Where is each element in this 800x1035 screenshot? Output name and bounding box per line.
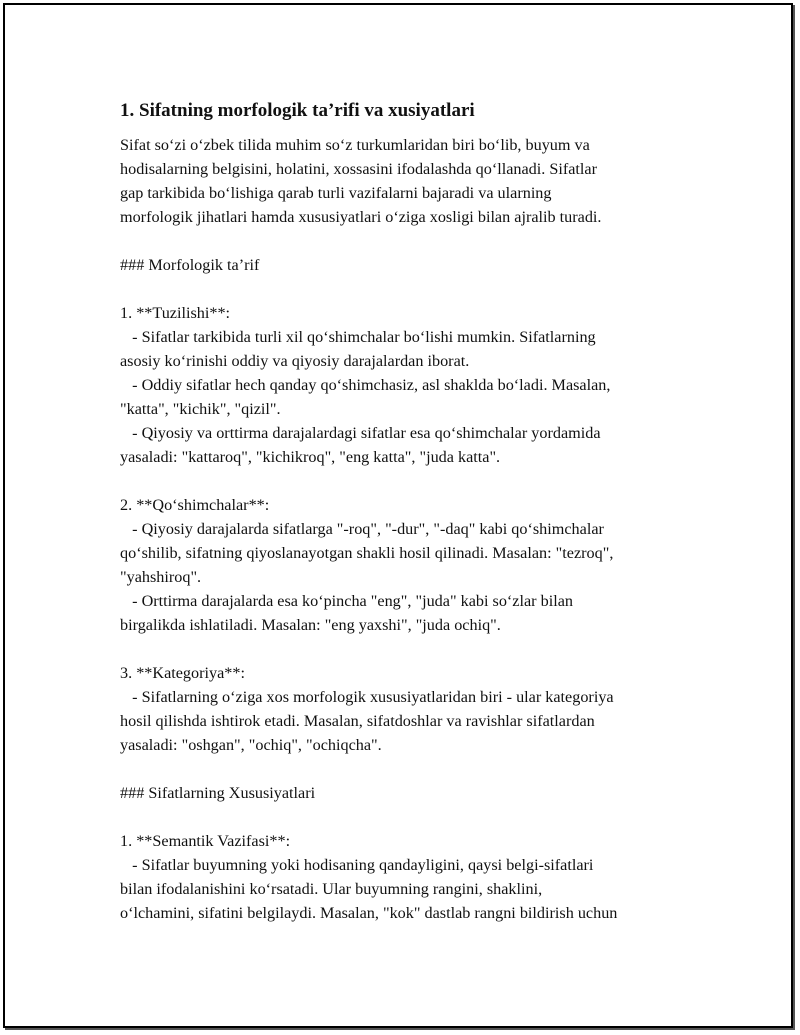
- blank-line: [120, 469, 700, 493]
- text-line: yasaladi: "kattaroq", "kichikroq", "eng katta", "juda katta".: [120, 448, 501, 466]
- text-line: 1. **Tuzilishi**:: [120, 304, 231, 322]
- blank-line: [120, 637, 700, 661]
- document-text: [120, 133, 700, 925]
- text-line: - Sifatlarning o‘ziga xos morfologik xususiyatlaridan biri - ular kategoriya: [120, 688, 614, 706]
- text-line: - Qiyosiy darajalarda sifatlarga "-roq", "-dur", "-daq" kabi qo‘shimchalar: [120, 520, 604, 538]
- blank-line: [120, 757, 700, 781]
- text-line: qo‘shilib, sifatning qiyoslanayotgan shakli hosil qilinadi. Masalan: "tezroq",: [120, 544, 614, 562]
- text-line: 1. **Semantik Vazifasi**:: [120, 832, 291, 850]
- text-line: ### Morfologik ta’rif: [120, 256, 260, 274]
- text-line: gap tarkibida bo‘lishiga qarab turli vazifalarni bajaradi va ularning: [120, 184, 552, 202]
- text-line: o‘lchamini, sifatini belgilaydi. Masalan, "kok" dastlab rangni bildirish uchun: [120, 904, 618, 922]
- document-body: [120, 97, 700, 925]
- text-line: hosil qilishda ishtirok etadi. Masalan, sifatdoshlar va ravishlar sifatlardan: [120, 712, 595, 730]
- text-line: - Sifatlar tarkibida turli xil qo‘shimchalar bo‘lishi mumkin. Sifatlarning: [120, 328, 596, 346]
- text-line: 3. **Kategoriya**:: [120, 664, 245, 682]
- document-page: [3, 3, 793, 1028]
- text-line: - Sifatlar buyumning yoki hodisaning qandayligini, qaysi belgi-sifatlari: [120, 856, 594, 874]
- blank-line: [120, 277, 700, 301]
- text-line: yasaladi: "oshgan", "ochiq", "ochiqcha".: [120, 736, 382, 754]
- blank-line: [120, 229, 700, 253]
- text-line: bilan ifodalanishini ko‘rsatadi. Ular buyumning rangini, shaklini,: [120, 880, 543, 898]
- text-line: "yahshiroq".: [120, 568, 202, 586]
- text-line: Sifat so‘zi o‘zbek tilida muhim so‘z turkumlaridan biri bo‘lib, buyum va: [120, 136, 590, 154]
- text-line: ### Sifatlarning Xususiyatlari: [120, 784, 316, 802]
- text-line: birgalikda ishlatiladi. Masalan: "eng yaxshi", "juda ochiq".: [120, 616, 501, 634]
- blank-line: [120, 805, 700, 829]
- text-line: 2. **Qo‘shimchalar**:: [120, 496, 270, 514]
- text-line: - Oddiy sifatlar hech qanday qo‘shimchasiz, asl shaklda bo‘ladi. Masalan,: [120, 376, 611, 394]
- text-line: hodisalarning belgisini, holatini, xossasini ifodalashda qo‘llanadi. Sifatlar: [120, 160, 597, 178]
- text-line: "katta", "kichik", "qizil".: [120, 400, 281, 418]
- document-title: 1. Sifatning morfologik ta’rifi va xusiyatlari: [120, 100, 475, 121]
- text-line: asosiy ko‘rinishi oddiy va qiyosiy darajalardan iborat.: [120, 352, 470, 370]
- text-line: - Orttirma darajalarda esa ko‘pincha "eng", "juda" kabi so‘zlar bilan: [120, 592, 573, 610]
- text-line: morfologik jihatlari hamda xususiyatlari o‘ziga xosligi bilan ajralib turadi.: [120, 208, 602, 226]
- text-line: - Qiyosiy va orttirma darajalardagi sifatlar esa qo‘shimchalar yordamida: [120, 424, 601, 442]
